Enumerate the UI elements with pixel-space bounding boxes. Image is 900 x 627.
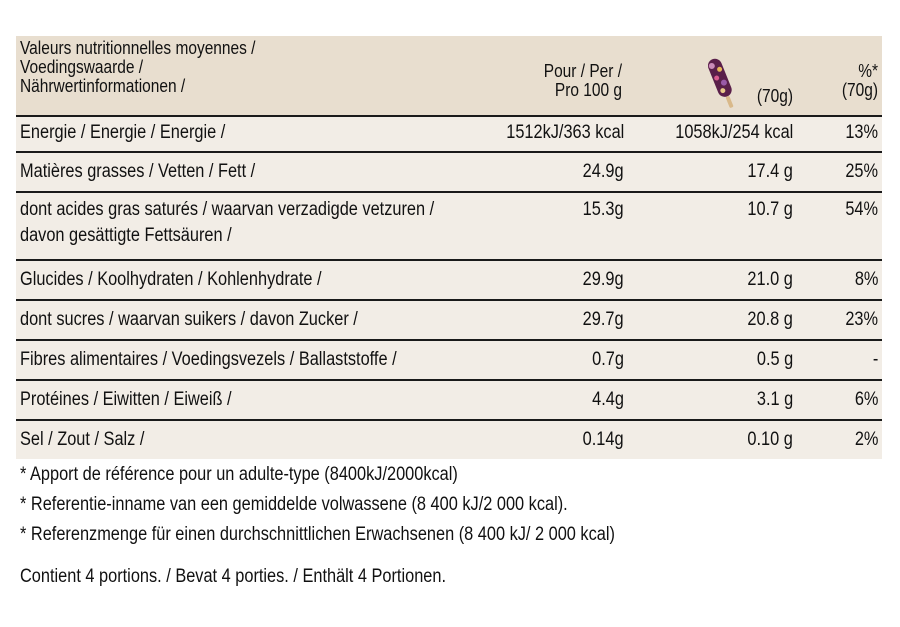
value-reference-intake: 25% [845,161,878,182]
ice-cream-bar-icon [708,55,738,111]
nutrient-name: Fibres alimentaires / Voedingsvezels / Ballaststoffe / [20,349,397,370]
nutrient-name: dont sucres / waarvan suikers / davon Zucker / [20,309,358,330]
value-per-portion: 1058kJ/254 kcal [674,122,793,143]
value-per-portion: 3.1 g [756,389,793,410]
value-per-portion: 21.0 g [747,269,793,290]
value-reference-intake: - [872,349,878,370]
row-salt [16,421,882,459]
value-reference-intake: 6% [854,389,878,410]
nutrient-name: Sel / Zout / Salz / [20,429,145,450]
nutrient-name: Protéines / Eiwitten / Eiweiß / [20,389,232,410]
row-fat [16,153,882,193]
header-title: Valeurs nutritionnelles moyennes / Voedingswaarde / Nährwertinformationen / [20,38,256,96]
value-per-100g: 24.9g [583,161,624,182]
value-reference-intake: 23% [845,309,878,330]
value-per-portion: 10.7 g [747,199,793,220]
value-per-100g: 29.7g [583,309,624,330]
value-per-100g: 15.3g [583,199,624,220]
value-per-100g: 0.7g [592,349,624,370]
nutrient-name: Matières grasses / Vetten / Fett / [20,161,256,182]
footnote-de: * Referenzmenge für einen durchschnittlichen Erwachsenen (8 400 kJ/ 2 000 kcal) [20,524,615,545]
value-reference-intake: 2% [854,429,878,450]
row-carbohydrates [16,261,882,301]
row-saturated-fat [16,193,882,261]
value-per-portion: 0.10 g [747,429,793,450]
nutrient-name: Energie / Energie / Energie / [20,122,226,143]
footnote-fr: * Apport de référence pour un adulte-type (8400kJ/2000kcal) [20,464,458,485]
value-reference-intake: 8% [854,269,878,290]
row-protein [16,381,882,421]
value-per-100g: 1512kJ/363 kcal [505,122,624,143]
value-per-100g: 29.9g [583,269,624,290]
value-per-100g: 0.14g [583,429,624,450]
row-fibre [16,341,882,381]
value-reference-intake: 54% [845,199,878,220]
row-sugars [16,301,882,341]
value-per-portion: 17.4 g [747,161,793,182]
header-portion: (70g) [756,86,793,106]
footnote-nl: * Referentie-inname van een gemiddelde volwassene (8 400 kJ/2 000 kcal). [20,494,568,515]
value-reference-intake: 13% [845,122,878,143]
value-per-portion: 20.8 g [747,309,793,330]
value-per-100g: 4.4g [592,389,624,410]
table-header [16,36,882,117]
portions-note: Contient 4 portions. / Bevat 4 porties. / Enthält 4 Portionen. [20,566,447,587]
header-per-100g: Pour / Per / Pro 100 g [543,61,622,100]
header-reference-intake: %* (70g) [841,61,878,100]
nutrient-name: dont acides gras saturés / waarvan verzadigde vetzuren / davon gesättigte Fettsäuren / [20,199,435,246]
footnotes [20,460,615,550]
row-energy [16,117,882,153]
value-per-portion: 0.5 g [756,349,793,370]
nutrient-name: Glucides / Koolhydraten / Kohlenhydrate / [20,269,322,290]
nutrition-table [16,36,882,459]
